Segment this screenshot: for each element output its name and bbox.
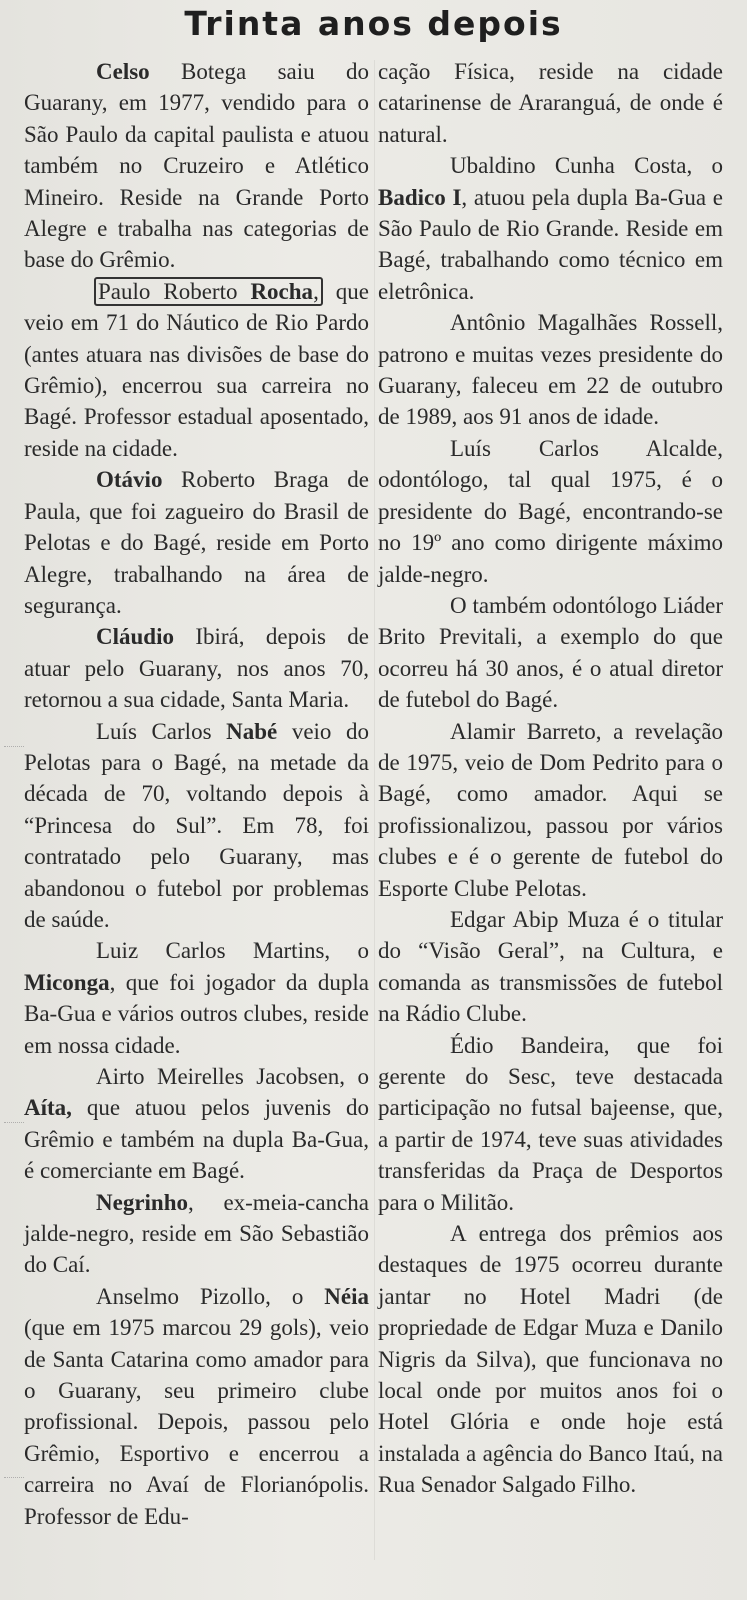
paragraph-text: Luiz Carlos Martins, o bbox=[96, 938, 369, 964]
paragraph-text: Ubaldino Cunha Costa, o bbox=[450, 153, 723, 179]
paragraph-miconga bbox=[24, 935, 369, 1061]
paragraph-text: que atuou pelos juvenis do Grêmio e também na dupla Ba-Gua, é comerciante em Bagé. bbox=[24, 1095, 369, 1184]
paragraph-muza: Edgar Abip Muza é o titular do “Visão Geral”, na Cultura, e comanda as transmissões de futebol na Rádio Clube. bbox=[378, 906, 723, 1027]
bold-name: Nabé bbox=[226, 718, 278, 744]
paragraph-text: veio do Pelotas para o Bagé, na metade da década de 70, voltando depois à “Princesa do Sul”. Em 78, foi contratado pelo Guarany, mas abandonou o futebol por problemas de saúde. bbox=[24, 718, 369, 932]
paragraph-aita bbox=[24, 1061, 369, 1187]
paragraph-alamir: Alamir Barreto, a revelação de 1975, veio de Dom Pedrito para o Bagé, como amador. Aqui se profissionalizou, passou por vários clubes e é o gerente de futebol do Esporte Clube Pelotas. bbox=[378, 718, 723, 901]
paragraph-text: Anselmo Pizollo, o bbox=[96, 1283, 325, 1309]
paragraph-edio: Édio Bandeira, que foi gerente do Sesc, teve destacada participação no futsal bajeense, que, a partir de 1974, teve suas atividades transferidas da Praça de Desportos para o Militão. bbox=[378, 1032, 723, 1215]
paragraph-otavio bbox=[24, 464, 369, 621]
bold-name: Néia bbox=[324, 1283, 369, 1309]
paragraph-rossell: Antônio Magalhães Rossell, patrono e muitas vezes presidente do Guarany, faleceu em 22 de outubro de 1989, aos 91 anos de idade. bbox=[378, 310, 723, 430]
paragraph-text: , ex-meia-cancha jalde-negro, reside em São Sebastião do Caí. bbox=[24, 1189, 369, 1278]
scan-mark bbox=[4, 746, 24, 753]
circled-name bbox=[94, 277, 323, 306]
paragraph-text: Ibirá, depois de atuar pelo Guarany, nos anos 70, retornou a sua cidade, Santa Maria. bbox=[24, 624, 369, 713]
column-divider bbox=[374, 60, 375, 1560]
paragraph-text: , que foi jogador da dupla Ba-Gua e vários outros clubes, reside em nossa cidade. bbox=[24, 969, 369, 1058]
bold-name: Aíta, bbox=[24, 1095, 72, 1121]
name-text: Paulo Roberto bbox=[98, 278, 251, 304]
bold-name: Cláudio bbox=[96, 624, 174, 650]
paragraph-alcalde: Luís Carlos Alcalde, odontólogo, tal qual 1975, é o presidente do Bagé, encontrando-se no 19º ano como dirigente máximo jalde-negro. bbox=[378, 435, 723, 587]
paragraph-celso bbox=[24, 56, 369, 276]
bold-name: Badico I bbox=[378, 184, 462, 210]
paragraph-text: que veio em 71 do Náutico de Rio Pardo (antes atuara nas divisões de base do Grêmio), encerrou sua carreira no Bagé. Professor estadual aposentado, reside na cidade. bbox=[24, 278, 369, 461]
bold-name: Celso bbox=[96, 59, 150, 84]
scan-mark bbox=[4, 1477, 24, 1484]
paragraph-text: Luís Carlos bbox=[96, 718, 227, 744]
paragraph-negrinho bbox=[24, 1187, 369, 1281]
bold-name: Rocha bbox=[250, 278, 314, 304]
right-column bbox=[378, 56, 723, 1501]
paragraph-rocha bbox=[24, 276, 369, 464]
paragraph-text: Airto Meirelles Jacobsen, o bbox=[96, 1064, 369, 1089]
paragraph-badico bbox=[378, 150, 723, 307]
paragraph-text: Roberto Braga de Paula, que foi zagueiro do Brasil de Pelotas e do Bagé, reside em Porto Alegre, trabalhando na área de segurança. bbox=[24, 467, 369, 618]
paragraph-previtali: O também odontólogo Liáder Brito Previtali, a exemplo do que ocorreu há 30 anos, é o atual diretor de futebol do Bagé. bbox=[378, 592, 723, 713]
paragraph-continuation: cação Física, reside na cidade catarinense de Araranguá, de onde é natural. bbox=[378, 59, 723, 147]
paragraph-nabe bbox=[24, 716, 369, 936]
paragraph-neia bbox=[24, 1281, 369, 1532]
left-column bbox=[24, 56, 369, 1532]
paragraph-text: (que em 1975 marcou 29 gols), veio de Santa Catarina como amador para o Guarany, seu primeiro clube profissional. Depois, passou pelo Grêmio, Esportivo e encerrou a carreira no Avaí de Florianópolis. Professor de Edu- bbox=[24, 1315, 369, 1529]
paragraph-text: Botega saiu do Guarany, em 1977, vendido para o São Paulo da capital paulista e atuou também no Cruzeiro e Atlético Mineiro. Reside na Grande Porto Alegre e trabalha nas categorias de base do Grêmio. bbox=[24, 59, 369, 273]
paragraph-premios: A entrega dos prêmios aos destaques de 1975 ocorreu durante jantar no Hotel Madri (de propriedade de Edgar Muza e Danilo Nigris da Silva), que funcionava no local onde por muitos anos foi o Hotel Glória e onde hoje está instalada a agência do Banco Itaú, na Rua Senador Salgado Filho. bbox=[378, 1221, 723, 1498]
headline: Trinta anos depois bbox=[184, 4, 563, 43]
bold-name: Miconga bbox=[24, 969, 110, 995]
paragraph-claudio bbox=[24, 621, 369, 715]
scan-mark bbox=[4, 1122, 24, 1129]
paragraph-text: , atuou pela dupla Ba-Gua e São Paulo de Rio Grande. Reside em Bagé, trabalhando como técnico em eletrônica. bbox=[378, 184, 723, 304]
bold-name: Otávio bbox=[96, 467, 163, 493]
name-punct: , bbox=[313, 278, 319, 304]
bold-name: Negrinho bbox=[96, 1189, 188, 1215]
